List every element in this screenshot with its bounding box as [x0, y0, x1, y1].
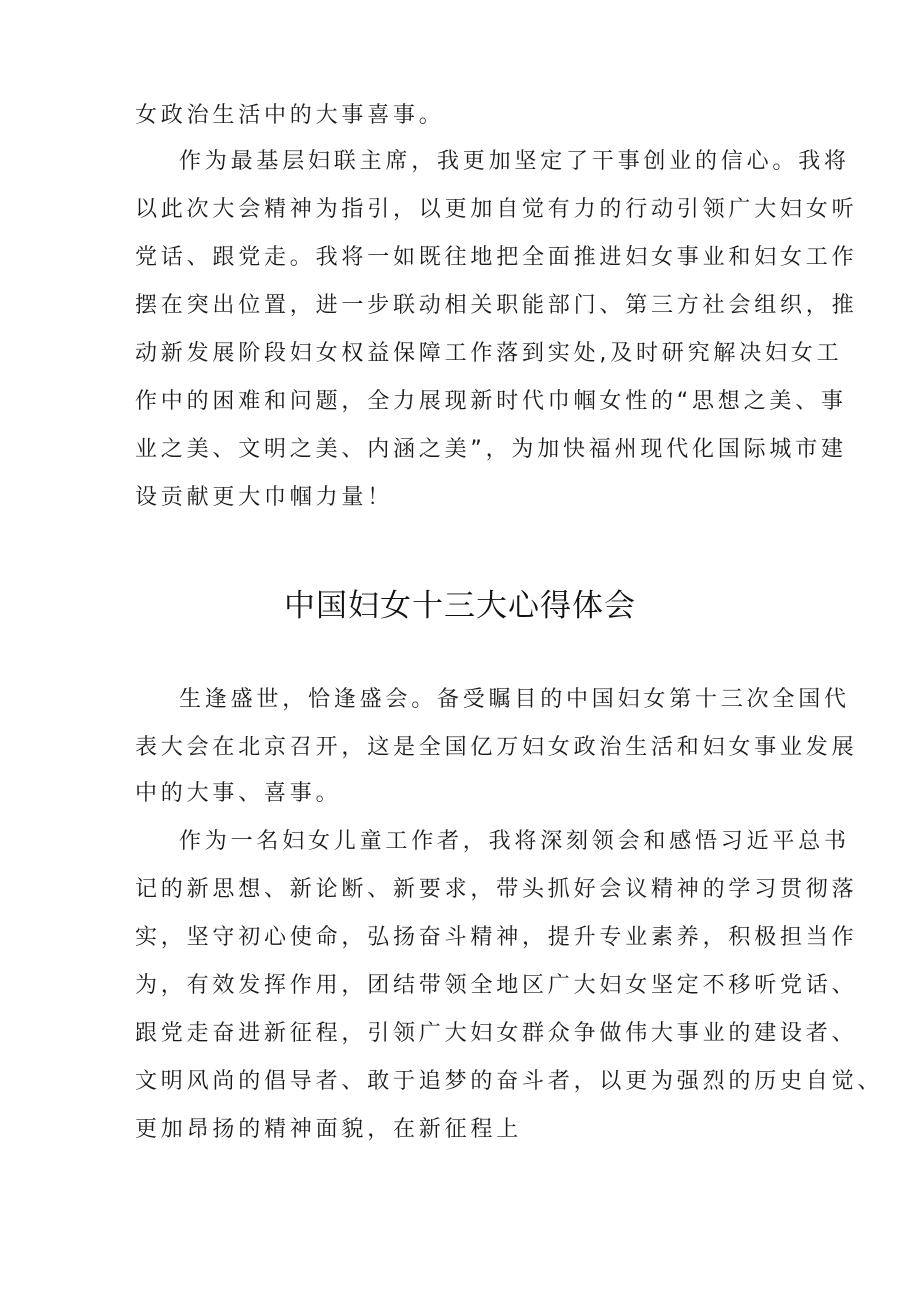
paragraph-line: 中的大事、喜事。 — [135, 781, 342, 806]
document-title: 中国妇女十三大心得体会 — [284, 588, 636, 624]
paragraph-line: 作为最基层妇联主席，我更加坚定了干事创业的信心。我将 — [179, 149, 850, 174]
paragraph-line: 设贡献更大巾帼力量！ — [135, 485, 394, 510]
paragraph-line: 作中的困难和问题，全力展现新时代巾帼女性的“思想之美、事 — [135, 389, 847, 414]
paragraph-line: 生逢盛世，恰逢盛会。备受瞩目的中国妇女第十三次全国代 — [179, 687, 850, 712]
paragraph-line: 作为一名妇女儿童工作者，我将深刻领会和感悟习近平总书 — [179, 829, 850, 854]
paragraph-line: 记的新思想、新论断、新要求，带头抓好会议精神的学习贯彻落 — [135, 877, 858, 902]
paragraph-line: 摆在突出位置，进一步联动相关职能部门、第三方社会组织，推 — [135, 293, 858, 318]
paragraph-line: 党话、跟党走。我将一如既往地把全面推进妇女事业和妇女工作 — [135, 245, 858, 270]
paragraph-line: 更加昂扬的精神面貌，在新征程上 — [135, 1117, 523, 1142]
paragraph-line: 表大会在北京召开，这是全国亿万妇女政治生活和妇女事业发展 — [135, 735, 858, 760]
paragraph-line: 实，坚守初心使命，弘扬奋斗精神，提升专业素养，积极担当作 — [135, 925, 858, 950]
paragraph-line: 文明风尚的倡导者、敢于追梦的奋斗者，以更为强烈的历史自觉、 — [135, 1069, 884, 1094]
paragraph-line: 业之美、文明之美、内涵之美”，为加快福州现代化国际城市建 — [135, 437, 847, 462]
paragraph-line: 以此次大会精神为指引，以更加自觉有力的行动引领广大妇女听 — [135, 197, 858, 222]
paragraph-line: 女政治生活中的大事喜事。 — [135, 103, 445, 128]
paragraph-line: 为，有效发挥作用，团结带领全地区广大妇女坚定不移听党话、 — [135, 973, 858, 998]
paragraph-line: 跟党走奋进新征程，引领广大妇女群众争做伟大事业的建设者、 — [135, 1021, 858, 1046]
paragraph-line: 动新发展阶段妇女权益保障工作落到实处,及时研究解决妇女工 — [135, 341, 843, 366]
